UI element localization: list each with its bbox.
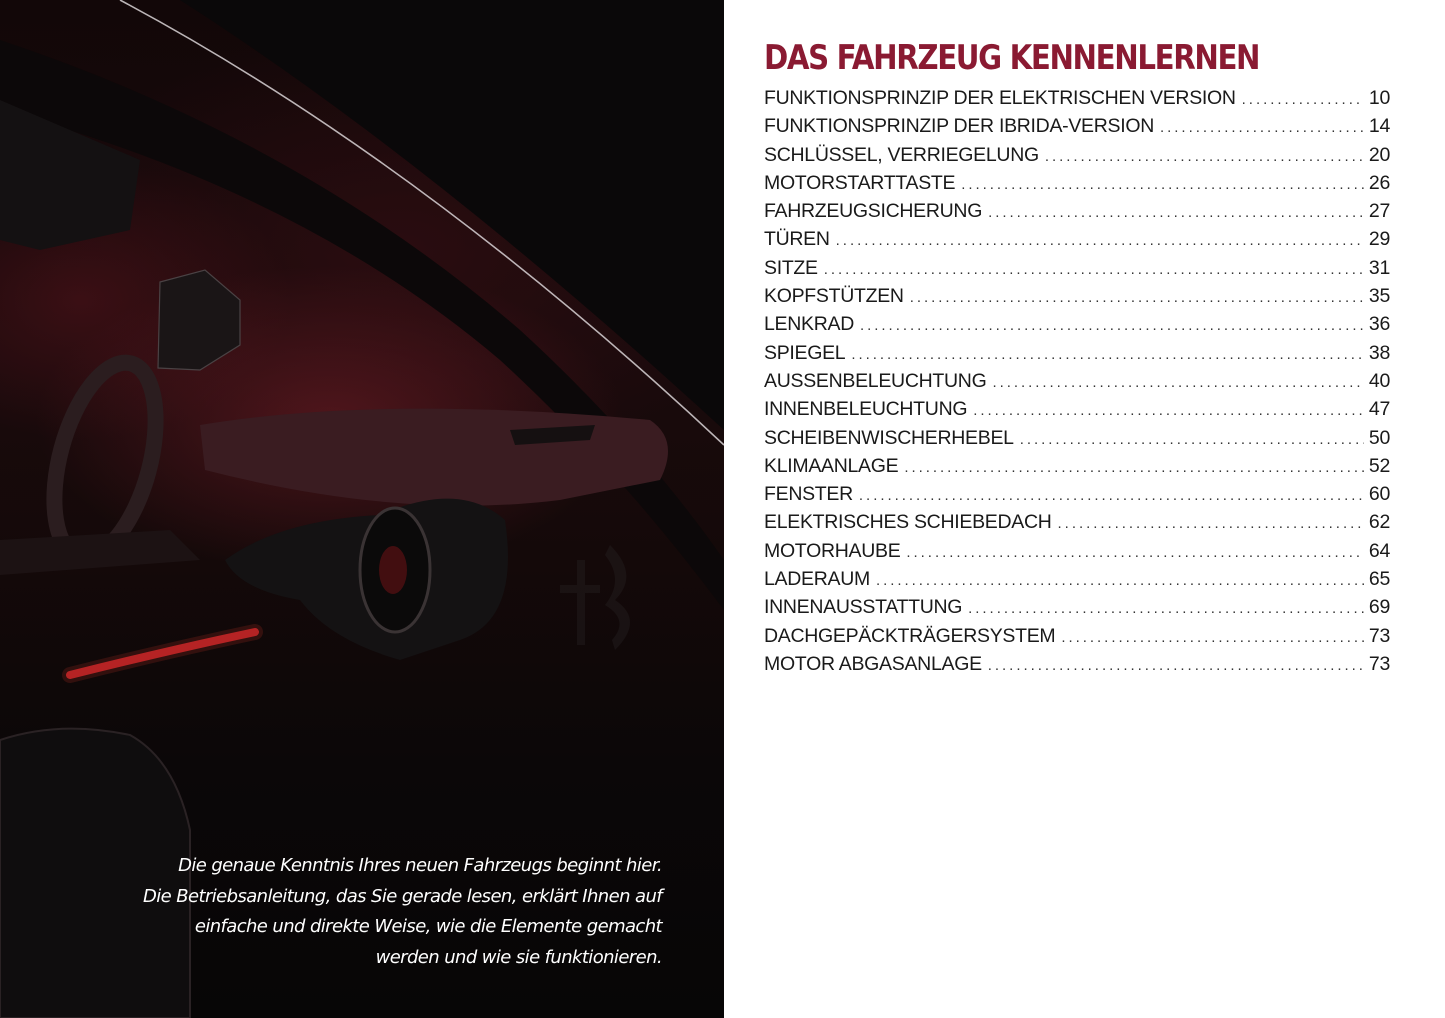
- toc-entry-label: KOPFSTÜTZEN: [764, 285, 904, 308]
- dot-leader: [1160, 119, 1364, 136]
- dot-leader: [824, 261, 1364, 278]
- toc-entry-page: 29: [1368, 228, 1390, 251]
- toc-entry-page: 65: [1368, 568, 1390, 591]
- toc-entry-page: 26: [1368, 171, 1390, 194]
- toc-entry-page: 40: [1368, 369, 1390, 392]
- toc-entry-page: 38: [1368, 341, 1390, 364]
- dot-leader: [859, 487, 1364, 504]
- toc-entry[interactable]: [764, 568, 1390, 596]
- dot-leader: [876, 572, 1364, 589]
- toc-entry-label: AUSSENBELEUCHTUNG: [764, 369, 987, 392]
- toc-entry-label: MOTORSTARTTASTE: [764, 171, 956, 194]
- toc-entry[interactable]: [764, 625, 1390, 653]
- toc-entry[interactable]: [764, 228, 1390, 256]
- toc-entry-page: 64: [1368, 539, 1390, 562]
- toc-entry[interactable]: [764, 144, 1390, 172]
- toc-entry[interactable]: [764, 172, 1390, 200]
- toc-entry-label: FUNKTIONSPRINZIP DER ELEKTRISCHEN VERSION: [764, 87, 1236, 109]
- toc-entry-page: 10: [1368, 87, 1390, 109]
- toc-entry-label: MOTOR ABGASANLAGE: [764, 652, 982, 675]
- dot-leader: [851, 346, 1364, 363]
- toc-entry-page: 35: [1368, 285, 1390, 308]
- toc-entry-label: INNENBELEUCHTUNG: [764, 398, 968, 421]
- intro-caption: [62, 851, 662, 973]
- toc-entry-label: LENKRAD: [764, 313, 855, 336]
- dot-leader: [836, 232, 1364, 249]
- toc-list: [764, 87, 1390, 681]
- toc-entry-label: KLIMAANLAGE: [764, 454, 899, 477]
- toc-entry-label: SCHEIBENWISCHERHEBEL: [764, 426, 1014, 449]
- toc-entry-page: 27: [1368, 200, 1390, 223]
- toc-entry[interactable]: [764, 483, 1390, 511]
- toc-entry-label: SPIEGEL: [764, 341, 846, 364]
- caption-line: Die Betriebsanleitung, das Sie gerade lesen, erklärt Ihnen auf: [143, 885, 662, 907]
- dot-leader: [860, 317, 1364, 334]
- caption-line: einfache und direkte Weise, wie die Elemente gemacht: [194, 916, 662, 937]
- section-title: DAS FAHRZEUG KENNENLERNEN: [764, 38, 1260, 78]
- toc-entry[interactable]: [764, 398, 1390, 426]
- dot-leader: [973, 402, 1364, 419]
- toc-entry-page: 47: [1368, 398, 1390, 421]
- toc-entry[interactable]: [764, 370, 1390, 398]
- toc-entry-label: DACHGEPÄCKTRÄGERSYSTEM: [764, 624, 1056, 647]
- toc-entry-label: SITZE: [764, 256, 818, 279]
- dot-leader: [906, 544, 1364, 561]
- toc-entry-page: 14: [1368, 115, 1390, 138]
- toc-entry[interactable]: [764, 87, 1390, 115]
- toc-entry-label: LADERAUM: [764, 568, 870, 591]
- toc-entry[interactable]: [764, 511, 1390, 539]
- toc-entry-label: FENSTER: [764, 483, 853, 506]
- dot-leader: [988, 204, 1364, 221]
- toc-entry[interactable]: [764, 342, 1390, 370]
- dot-leader: [1020, 431, 1364, 448]
- toc-entry-page: 69: [1368, 596, 1390, 619]
- toc-entry[interactable]: [764, 427, 1390, 455]
- toc-entry-label: MOTORHAUBE: [764, 539, 901, 562]
- table-of-contents: [764, 38, 1390, 681]
- caption-line: Die genaue Kenntnis Ihres neuen Fahrzeugs beginnt hier.: [178, 855, 662, 876]
- toc-entry-page: 62: [1368, 511, 1390, 534]
- dot-leader: [961, 176, 1364, 193]
- toc-entry-label: FUNKTIONSPRINZIP DER IBRIDA-VERSION: [764, 115, 1155, 138]
- dot-leader: [992, 374, 1364, 391]
- toc-entry-page: 60: [1368, 483, 1390, 506]
- toc-entry-page: 36: [1368, 313, 1390, 336]
- dot-leader: [988, 657, 1364, 674]
- toc-entry[interactable]: [764, 313, 1390, 341]
- toc-entry[interactable]: [764, 653, 1390, 681]
- dot-leader: [1242, 91, 1364, 108]
- toc-entry-page: 50: [1368, 426, 1390, 449]
- toc-entry[interactable]: [764, 596, 1390, 624]
- toc-entry[interactable]: [764, 540, 1390, 568]
- dot-leader: [1045, 148, 1364, 165]
- toc-entry-page: 73: [1368, 652, 1390, 675]
- dot-leader: [1058, 515, 1364, 532]
- dot-leader: [904, 459, 1364, 476]
- toc-entry[interactable]: [764, 200, 1390, 228]
- caption-line: werden und wie sie funktionieren.: [375, 946, 662, 968]
- toc-entry-page: 20: [1368, 143, 1390, 166]
- toc-entry-label: SCHLÜSSEL, VERRIEGELUNG: [764, 143, 1039, 166]
- toc-entry[interactable]: [764, 455, 1390, 483]
- toc-entry-label: TÜREN: [764, 228, 830, 251]
- toc-entry[interactable]: [764, 257, 1390, 285]
- toc-entry-label: INNENAUSSTATTUNG: [764, 596, 963, 619]
- dot-leader: [1061, 629, 1364, 646]
- toc-entry-page: 73: [1368, 624, 1390, 647]
- toc-entry[interactable]: [764, 115, 1390, 143]
- dot-leader: [910, 289, 1364, 306]
- toc-entry[interactable]: [764, 285, 1390, 313]
- toc-entry-label: FAHRZEUGSICHERUNG: [764, 200, 983, 223]
- toc-entry-page: 52: [1368, 454, 1390, 477]
- toc-entry-label: ELEKTRISCHES SCHIEBEDACH: [764, 511, 1052, 534]
- toc-entry-page: 31: [1368, 256, 1390, 279]
- dot-leader: [968, 600, 1364, 617]
